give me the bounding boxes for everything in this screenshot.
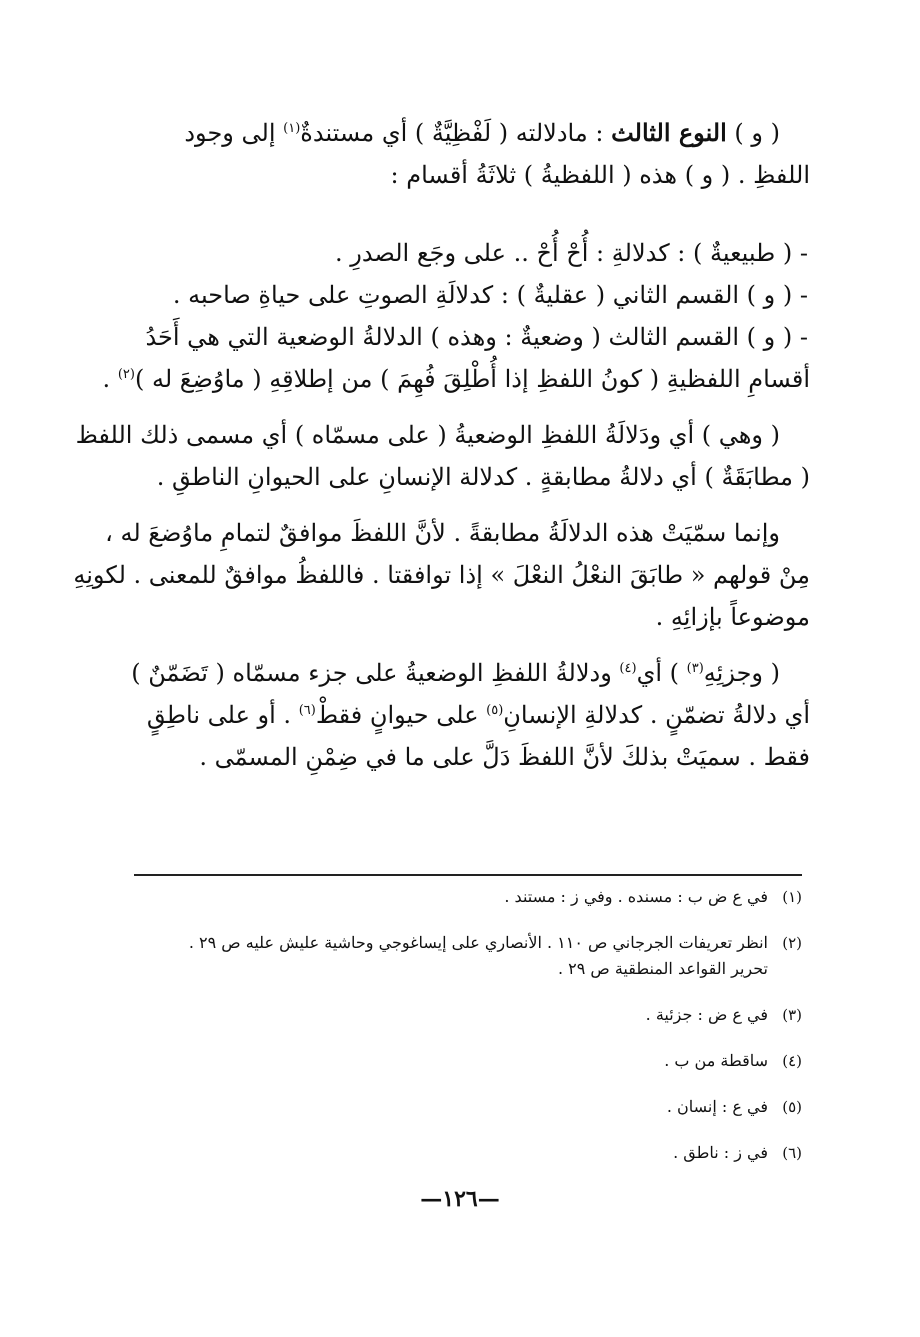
footnote-text: في ع : إنسان .: [666, 1097, 768, 1116]
footnote-number: (٥): [782, 1098, 802, 1116]
paragraph-2-line-2: ( مطابَقَةٌ ) أي دلالةُ مطابقةٍ . كدلالة الإنسانِ على الحيوانِ الناطقِ .: [156, 463, 810, 491]
footnote-number: (٢): [782, 934, 802, 952]
footnote-text: في ع ض ب : مسنده . وفي ز : مستند .: [504, 887, 768, 906]
footnote-text: ساقطة من ب .: [664, 1051, 768, 1070]
footnote-ref-3[interactable]: (٣): [686, 661, 704, 676]
list-item-3-line-1: - ( و ) القسم الثالث ( وضعيةٌ : وهذه ) الدلالةُ الوضعية التي هي أَحَدُ: [145, 323, 808, 351]
footnote-divider: [134, 874, 802, 876]
footnote-text: انظر تعريفات الجرجاني ص ١١٠ . الأنصاري على إيساغوجي وحاشية عليش عليه ص ٢٩ .: [188, 933, 768, 952]
footnote-6: [82, 1140, 802, 1166]
footnote-number: (١): [782, 888, 802, 906]
page-number: —١٢٦—: [420, 1186, 500, 1212]
paragraph-1-line-1: ( و ) النوع الثالث : مادلالته ( لَفْظِيَّةٌ ) أي مستندةٌ$^{(١)}$ إلى وجود: [184, 118, 780, 147]
footnote-2: [82, 930, 802, 982]
paragraph-4-line-3: فقط . سميَتْ بذلكَ لأنَّ اللفظَ دَلَّ على ما في ضِمْنِ المسمّى .: [199, 743, 810, 771]
list-item-1: - ( طبيعيةٌ ) : كدلالةِ : أُحْ أُحْ .. على وجَع الصدرِ .: [334, 239, 808, 267]
paragraph-1-line-2: اللفظِ . ( و ) هذه ( اللفظيةُ ) ثلاثَةُ أقسام :: [390, 161, 810, 189]
footnotes: [82, 884, 802, 1186]
paragraph-3-line-2: مِنْ قولهم « طابَقَ النعْلُ النعْلَ » إذا توافقتا . فاللفظُ موافقٌ للمعنى . لكونِهِ: [73, 561, 810, 589]
footnote-number: (٦): [782, 1144, 802, 1162]
footnote-ref-1[interactable]: (١): [283, 121, 301, 136]
footnote-number: (٤): [782, 1052, 802, 1070]
footnote-text: في ز : ناطق .: [673, 1143, 768, 1162]
list-item-2: - ( و ) القسم الثاني ( عقليةٌ ) : كدلالَةِ الصوتِ على حياةِ صاحبه .: [172, 281, 808, 309]
footnote-3: [82, 1002, 802, 1028]
section-heading: النوع الثالث: [611, 118, 727, 147]
footnote-1: [82, 884, 802, 910]
footnote-5: [82, 1094, 802, 1120]
footnote-ref-6[interactable]: (٦): [298, 703, 316, 718]
paragraph-2-line-1: ( وهي ) أي ودَلالَةُ اللفظِ الوضعيةُ ( على مسمّاه ) أي مسمى ذلك اللفظ: [75, 421, 780, 449]
footnote-4: [82, 1048, 802, 1074]
footnote-ref-4[interactable]: (٤): [619, 661, 637, 676]
footnote-number: (٣): [782, 1006, 802, 1024]
main-text: [73, 112, 810, 778]
footnote-ref-5[interactable]: (٥): [486, 703, 504, 718]
footnote-text: في ع ض : جزئية .: [645, 1005, 768, 1024]
paragraph-3-line-1: وإنما سمّيَتْ هذه الدلالَةُ مطابقةً . لأنَّ اللفظَ موافقٌ لتمامِ ماوُضعَ له ،: [105, 519, 780, 547]
footnote-ref-2[interactable]: (٢): [117, 367, 135, 382]
footnote-text: تحرير القواعد المنطقية ص ٢٩ .: [557, 959, 768, 978]
paragraph-4-line-2: أي دلالةُ تضمّنٍ . كدلالةِ الإنسانِ$^{(٥)}$ على حيوانٍ فقطْ$^{(٦)}$ . أو على ناطِقٍ: [146, 701, 810, 729]
list-item-3-line-2: أقسامِ اللفظيةِ ( كونُ اللفظِ إذا أُطْلِقَ فُهِمَ ) من إطلاقِهِ ( ماوُضِعَ له )$^{(٢)}$ .: [102, 365, 810, 393]
paragraph-4-line-1: ( وجزئِهِ$^{(٣)}$ ) أي$^{(٤)}$ ودلالةُ اللفظِ الوضعيةُ على جزء مسمّاه ( تَضَمّنٌ ): [131, 659, 780, 687]
paragraph-3-line-3: موضوعاً بإزائِهِ .: [655, 603, 810, 631]
